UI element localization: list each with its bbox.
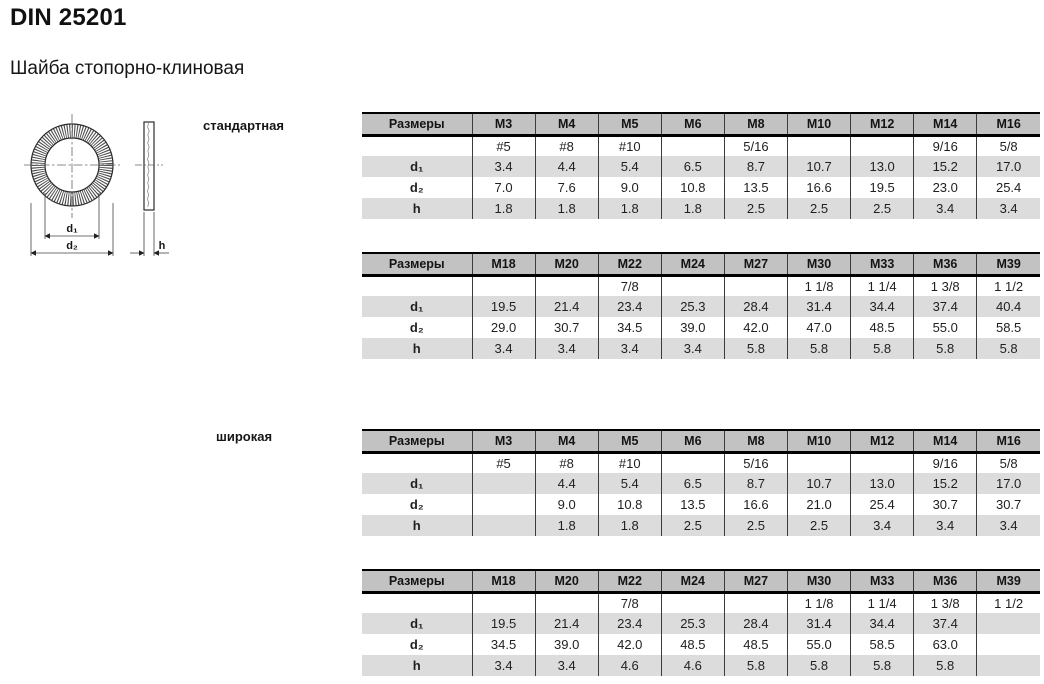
table-cell: 5.8: [851, 338, 914, 359]
table-cell: 3.4: [472, 156, 535, 177]
page-title: DIN 25201: [10, 4, 127, 31]
table-cell: 2.5: [661, 515, 724, 536]
table-cell: [472, 473, 535, 494]
table-cell: 48.5: [851, 317, 914, 338]
column-header-sizes: Размеры: [362, 253, 472, 275]
table-cell: 6.5: [661, 473, 724, 494]
table-cell: [787, 135, 850, 156]
table-cell: 31.4: [787, 613, 850, 634]
table-cell: 5.8: [787, 655, 850, 676]
table-cell: 2.5: [851, 198, 914, 219]
table-cell: 8.7: [724, 156, 787, 177]
row-label: d₁: [410, 476, 424, 491]
column-header-size: M12: [851, 113, 914, 135]
column-header-size: M20: [535, 253, 598, 275]
table-cell: 5.8: [977, 338, 1040, 359]
table-cell: [472, 494, 535, 515]
column-header-size: M10: [787, 430, 850, 452]
spec-table-wide-m3-m16: [362, 429, 1040, 536]
table-cell: 5/8: [977, 452, 1040, 473]
column-header-sizes: Размеры: [362, 113, 472, 135]
table-cell: 58.5: [977, 317, 1040, 338]
table-cell: 3.4: [851, 515, 914, 536]
table-cell: 1 3/8: [914, 592, 977, 613]
table-cell: 25.3: [661, 296, 724, 317]
table-cell: 15.2: [914, 156, 977, 177]
spec-table-wide-m18-m39: [362, 569, 1040, 676]
dim-h-label: h: [158, 240, 166, 252]
column-header-size: M14: [914, 430, 977, 452]
table-cell: 2.5: [724, 198, 787, 219]
table-cell: 1.8: [535, 198, 598, 219]
table-cell: 1.8: [472, 198, 535, 219]
table-cell: 5.8: [914, 338, 977, 359]
table-cell: 39.0: [535, 634, 598, 655]
table-cell: 5/16: [724, 135, 787, 156]
table-cell: 8.7: [724, 473, 787, 494]
table-cell: [661, 275, 724, 296]
column-header-size: M12: [851, 430, 914, 452]
column-header-size: M39: [977, 570, 1040, 592]
table-cell: 23.4: [598, 296, 661, 317]
table-row: [362, 156, 1040, 177]
column-header-size: M14: [914, 113, 977, 135]
table-cell: 30.7: [914, 494, 977, 515]
table-cell: 48.5: [661, 634, 724, 655]
table-cell: [977, 613, 1040, 634]
table-row: [362, 275, 1040, 296]
column-header-size: M10: [787, 113, 850, 135]
table-cell: 5.8: [914, 655, 977, 676]
table-cell: [661, 592, 724, 613]
table-header-row: [362, 113, 1040, 135]
table-cell: [535, 275, 598, 296]
table-cell: 7.6: [535, 177, 598, 198]
table-cell: 23.0: [914, 177, 977, 198]
table-cell: [472, 515, 535, 536]
row-label: d₁: [410, 616, 424, 631]
table-cell: 1.8: [535, 515, 598, 536]
table-cell: [661, 452, 724, 473]
table-cell: [724, 592, 787, 613]
table-cell: 4.4: [535, 156, 598, 177]
table-cell: 25.4: [977, 177, 1040, 198]
table-row: [362, 317, 1040, 338]
table-cell: [661, 135, 724, 156]
table-cell: 34.5: [598, 317, 661, 338]
table-cell: 55.0: [914, 317, 977, 338]
table-row: [362, 613, 1040, 634]
table-cell: 28.4: [724, 296, 787, 317]
column-header-size: M4: [535, 430, 598, 452]
table-cell: 1.8: [661, 198, 724, 219]
row-label: h: [412, 201, 421, 216]
table-cell: 16.6: [724, 494, 787, 515]
row-label: h: [412, 341, 421, 356]
table-row: [362, 592, 1040, 613]
table-cell: #8: [535, 135, 598, 156]
table-cell: 10.8: [661, 177, 724, 198]
column-header-size: M16: [977, 430, 1040, 452]
table-cell: 1 1/4: [851, 592, 914, 613]
table-cell: 7/8: [598, 275, 661, 296]
table-cell: 47.0: [787, 317, 850, 338]
table-cell: 7/8: [598, 592, 661, 613]
table-cell: [472, 275, 535, 296]
table-cell: [787, 452, 850, 473]
variant-label-wide: широкая: [216, 429, 273, 444]
table-cell: 13.5: [724, 177, 787, 198]
table-cell: 63.0: [914, 634, 977, 655]
column-header-size: M18: [472, 253, 535, 275]
table-cell: 1.8: [598, 198, 661, 219]
table-cell: 55.0: [787, 634, 850, 655]
column-header-size: M8: [724, 113, 787, 135]
table-cell: 13.0: [851, 473, 914, 494]
table-cell: 34.4: [851, 296, 914, 317]
column-header-size: M5: [598, 113, 661, 135]
table-cell: 48.5: [724, 634, 787, 655]
column-header-size: M6: [661, 430, 724, 452]
table-cell: [472, 592, 535, 613]
table-row: [362, 452, 1040, 473]
table-cell: 5.8: [724, 655, 787, 676]
table-cell: 3.4: [977, 515, 1040, 536]
table-cell: 2.5: [787, 198, 850, 219]
table-cell: [724, 275, 787, 296]
table-cell: 4.6: [661, 655, 724, 676]
table-cell: 3.4: [535, 655, 598, 676]
spec-table-standard-m18-m39: [362, 252, 1040, 359]
table-cell: [851, 135, 914, 156]
table-cell: #10: [598, 135, 661, 156]
table-cell: 30.7: [977, 494, 1040, 515]
table-cell: 21.4: [535, 613, 598, 634]
row-label: d₁: [410, 159, 424, 174]
table-cell: 6.5: [661, 156, 724, 177]
column-header-size: M3: [472, 113, 535, 135]
table-cell: 13.0: [851, 156, 914, 177]
table-cell: 58.5: [851, 634, 914, 655]
table-cell: 25.3: [661, 613, 724, 634]
table-cell: 30.7: [535, 317, 598, 338]
table-cell: 19.5: [472, 613, 535, 634]
table-cell: 42.0: [598, 634, 661, 655]
page-subtitle: Шайба стопорно-клиновая: [10, 58, 245, 79]
table-row: [362, 473, 1040, 494]
table-cell: 1 1/2: [977, 592, 1040, 613]
column-header-size: M36: [914, 253, 977, 275]
table-cell: [977, 634, 1040, 655]
table-cell: 15.2: [914, 473, 977, 494]
column-header-size: M30: [787, 570, 850, 592]
row-label: h: [412, 518, 421, 533]
table-cell: 10.7: [787, 473, 850, 494]
table-cell: 39.0: [661, 317, 724, 338]
table-cell: 3.4: [472, 338, 535, 359]
table-cell: 23.4: [598, 613, 661, 634]
table-cell: 13.5: [661, 494, 724, 515]
table-cell: 42.0: [724, 317, 787, 338]
table-cell: 3.4: [535, 338, 598, 359]
table-row: [362, 177, 1040, 198]
table-cell: #10: [598, 452, 661, 473]
column-header-size: M5: [598, 430, 661, 452]
table-cell: #5: [472, 135, 535, 156]
column-header-size: M18: [472, 570, 535, 592]
column-header-size: M3: [472, 430, 535, 452]
column-header-size: M33: [851, 570, 914, 592]
table-cell: 1.8: [598, 515, 661, 536]
table-cell: #8: [535, 452, 598, 473]
table-cell: 1 3/8: [914, 275, 977, 296]
table-cell: 17.0: [977, 473, 1040, 494]
row-label: d₁: [410, 299, 424, 314]
table-cell: 9/16: [914, 135, 977, 156]
table-cell: 21.4: [535, 296, 598, 317]
table-cell: 7.0: [472, 177, 535, 198]
column-header-size: M36: [914, 570, 977, 592]
table-row: [362, 198, 1040, 219]
table-cell: 28.4: [724, 613, 787, 634]
table-cell: 9.0: [535, 494, 598, 515]
table-cell: 16.6: [787, 177, 850, 198]
table-cell: 5.8: [787, 338, 850, 359]
washer-technical-drawing: [14, 108, 189, 258]
column-header-size: M22: [598, 570, 661, 592]
washer-front-view: [24, 114, 120, 218]
column-header-size: M27: [724, 253, 787, 275]
table-cell: 1 1/8: [787, 592, 850, 613]
row-label: d₂: [409, 180, 424, 195]
table-cell: [977, 655, 1040, 676]
table-cell: 2.5: [787, 515, 850, 536]
column-header-size: M33: [851, 253, 914, 275]
table-cell: 3.4: [661, 338, 724, 359]
table-cell: 5/16: [724, 452, 787, 473]
table-row: [362, 338, 1040, 359]
table-cell: 1 1/4: [851, 275, 914, 296]
table-cell: 5/8: [977, 135, 1040, 156]
column-header-size: M22: [598, 253, 661, 275]
table-row: [362, 634, 1040, 655]
table-cell: 3.4: [472, 655, 535, 676]
table-cell: 19.5: [472, 296, 535, 317]
table-cell: 4.6: [598, 655, 661, 676]
row-label: [362, 135, 472, 156]
washer-side-view: [135, 122, 163, 210]
table-cell: 40.4: [977, 296, 1040, 317]
column-header-size: M16: [977, 113, 1040, 135]
table-cell: 21.0: [787, 494, 850, 515]
dim-d2-label: d₂: [66, 240, 78, 252]
row-label: h: [412, 658, 421, 673]
table-cell: 19.5: [851, 177, 914, 198]
table-cell: 1 1/2: [977, 275, 1040, 296]
table-cell: 10.7: [787, 156, 850, 177]
table-cell: 3.4: [977, 198, 1040, 219]
column-header-size: M24: [661, 253, 724, 275]
row-label: d₂: [409, 320, 424, 335]
table-header-row: [362, 570, 1040, 592]
column-header-size: M8: [724, 430, 787, 452]
table-cell: 34.5: [472, 634, 535, 655]
table-cell: 9.0: [598, 177, 661, 198]
column-header-size: M24: [661, 570, 724, 592]
table-cell: 37.4: [914, 296, 977, 317]
table-cell: 3.4: [914, 515, 977, 536]
dim-d1-label: d₁: [66, 223, 78, 235]
row-label: d₂: [409, 497, 424, 512]
column-header-size: M4: [535, 113, 598, 135]
variant-label-standard: стандартная: [203, 118, 284, 133]
column-header-sizes: Размеры: [362, 430, 472, 452]
table-row: [362, 515, 1040, 536]
table-row: [362, 494, 1040, 515]
column-header-size: M6: [661, 113, 724, 135]
table-cell: 4.4: [535, 473, 598, 494]
spec-table-standard-m3-m16: [362, 112, 1040, 219]
table-cell: 29.0: [472, 317, 535, 338]
table-cell: 3.4: [598, 338, 661, 359]
table-row: [362, 135, 1040, 156]
table-cell: [851, 452, 914, 473]
table-cell: 5.4: [598, 473, 661, 494]
column-header-size: M30: [787, 253, 850, 275]
table-header-row: [362, 430, 1040, 452]
row-label: [362, 275, 472, 296]
table-row: [362, 296, 1040, 317]
column-header-size: M20: [535, 570, 598, 592]
row-label: d₂: [409, 637, 424, 652]
column-header-size: M39: [977, 253, 1040, 275]
table-cell: 9/16: [914, 452, 977, 473]
table-cell: 10.8: [598, 494, 661, 515]
table-cell: 1 1/8: [787, 275, 850, 296]
table-cell: [535, 592, 598, 613]
table-cell: 31.4: [787, 296, 850, 317]
column-header-size: M27: [724, 570, 787, 592]
row-label: [362, 452, 472, 473]
table-cell: 17.0: [977, 156, 1040, 177]
table-row: [362, 655, 1040, 676]
row-label: [362, 592, 472, 613]
table-cell: 5.8: [724, 338, 787, 359]
table-cell: 5.8: [851, 655, 914, 676]
table-cell: 2.5: [724, 515, 787, 536]
table-cell: 3.4: [914, 198, 977, 219]
table-cell: 25.4: [851, 494, 914, 515]
table-cell: 37.4: [914, 613, 977, 634]
column-header-sizes: Размеры: [362, 570, 472, 592]
table-header-row: [362, 253, 1040, 275]
table-cell: 34.4: [851, 613, 914, 634]
table-cell: #5: [472, 452, 535, 473]
table-cell: 5.4: [598, 156, 661, 177]
